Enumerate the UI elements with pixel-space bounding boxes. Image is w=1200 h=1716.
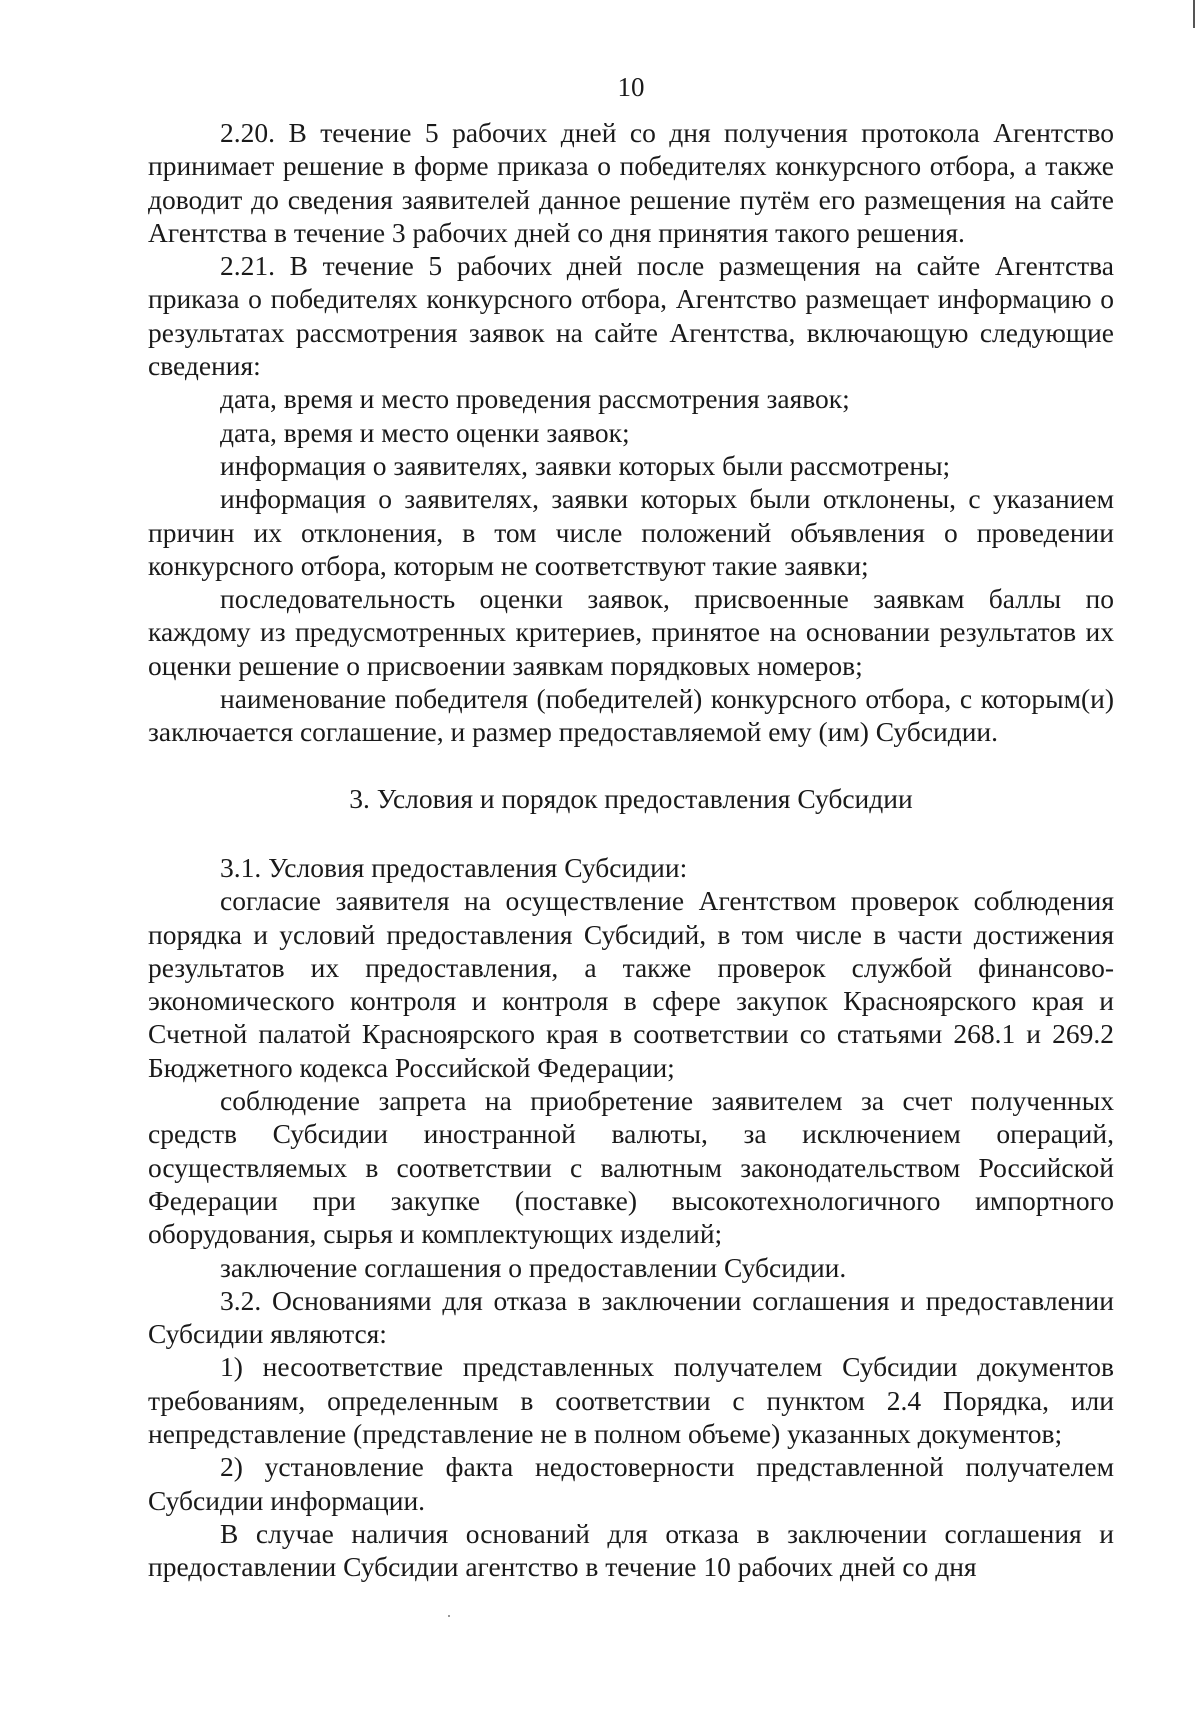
list-item: последовательность оценки заявок, присвоенные заявкам баллы по каждому из предусмотренных критериев, принятое на основании результатов их оценки решение о присвоении заявкам порядковых номеров; xyxy=(148,583,1114,681)
list-item: дата, время и место проведения рассмотрения заявок; xyxy=(220,383,850,415)
list-item: наименование победителя (победителей) конкурсного отбора, с которым(и) заключается соглашение, и размер предоставляемой ему (им) Субсидии. xyxy=(148,683,1114,748)
list-item: 1) несоответствие представленных получателем Субсидии документов требованиям, определенным в соответствии с пунктом 2.4 Порядка, или непредставление (представление не в полном объеме) указанных документов; xyxy=(148,1351,1114,1449)
page-number: 10 xyxy=(617,72,645,102)
list-item: соблюдение запрета на приобретение заявителем за счет полученных средств Субсидии иностранной валюты, за исключением операций, осуществляемых в соответствии с валютным законодательством Российской Федерации при закупке (поставке) высокотехнологичного импортного оборудования, сырья и комплектующих изделий; xyxy=(148,1085,1114,1250)
section-heading: 3. Условия и порядок предоставления Субсидии xyxy=(349,782,913,814)
paragraph-3-2: 3.2. Основаниями для отказа в заключении соглашения и предоставлении Субсидии являются: xyxy=(148,1284,1114,1350)
paragraph: В случае наличия оснований для отказа в заключении соглашения и предоставлении Субсидии агентство в течение 10 рабочих дней со дня xyxy=(148,1517,1114,1583)
list-item: согласие заявителя на осуществление Агентством проверок соблюдения порядка и условий предоставления Субсидий, в том числе в части достижения результатов их предоставления, а также проверок службой финансово-экономического контроля и контроля в сфере закупок Красноярского края и Счетной палатой Красноярского края в соответствии со статьями 268.1 и 269.2 Бюджетного кодекса Российской Федерации; xyxy=(148,885,1114,1083)
document-body xyxy=(148,116,1114,1583)
list-item: заключение соглашения о предоставлении Субсидии. xyxy=(220,1251,847,1283)
scan-edge-mark xyxy=(1193,0,1195,28)
list-item: информация о заявителях, заявки которых были рассмотрены; xyxy=(220,449,951,481)
document-page xyxy=(148,0,1114,1716)
list-item: 2) установление факта недостоверности представленной получателем Субсидии информации. xyxy=(148,1451,1114,1516)
paragraph-2-20: 2.20. В течение 5 рабочих дней со дня получения протокола Агентство принимает решение в форме приказа о победителях конкурсного отбора, а также доводит до сведения заявителей данное решение путём его размещения на сайте Агентства в течение 3 рабочих дней со дня принятия такого решения. xyxy=(148,117,1114,248)
paragraphs-before-heading xyxy=(148,116,1114,749)
list-item: информация о заявителях, заявки которых были отклонены, с указанием причин их отклонения, в том числе положений объявления о проведении конкурсного отбора, которым не соответствуют такие заявки; xyxy=(148,483,1114,581)
list-item: дата, время и место оценки заявок; xyxy=(220,416,630,448)
paragraph-2-21: 2.21. В течение 5 рабочих дней после размещения на сайте Агентства приказа о победителях конкурсного отбора, Агентство размещает информацию о результатах рассмотрения заявок на сайте Агентства, включающую следующие сведения: xyxy=(148,250,1114,382)
scan-artifact-dot xyxy=(448,1615,450,1617)
paragraphs-after-heading xyxy=(148,851,1114,1584)
paragraph-3-1: 3.1. Условия предоставления Субсидии: xyxy=(220,851,688,883)
